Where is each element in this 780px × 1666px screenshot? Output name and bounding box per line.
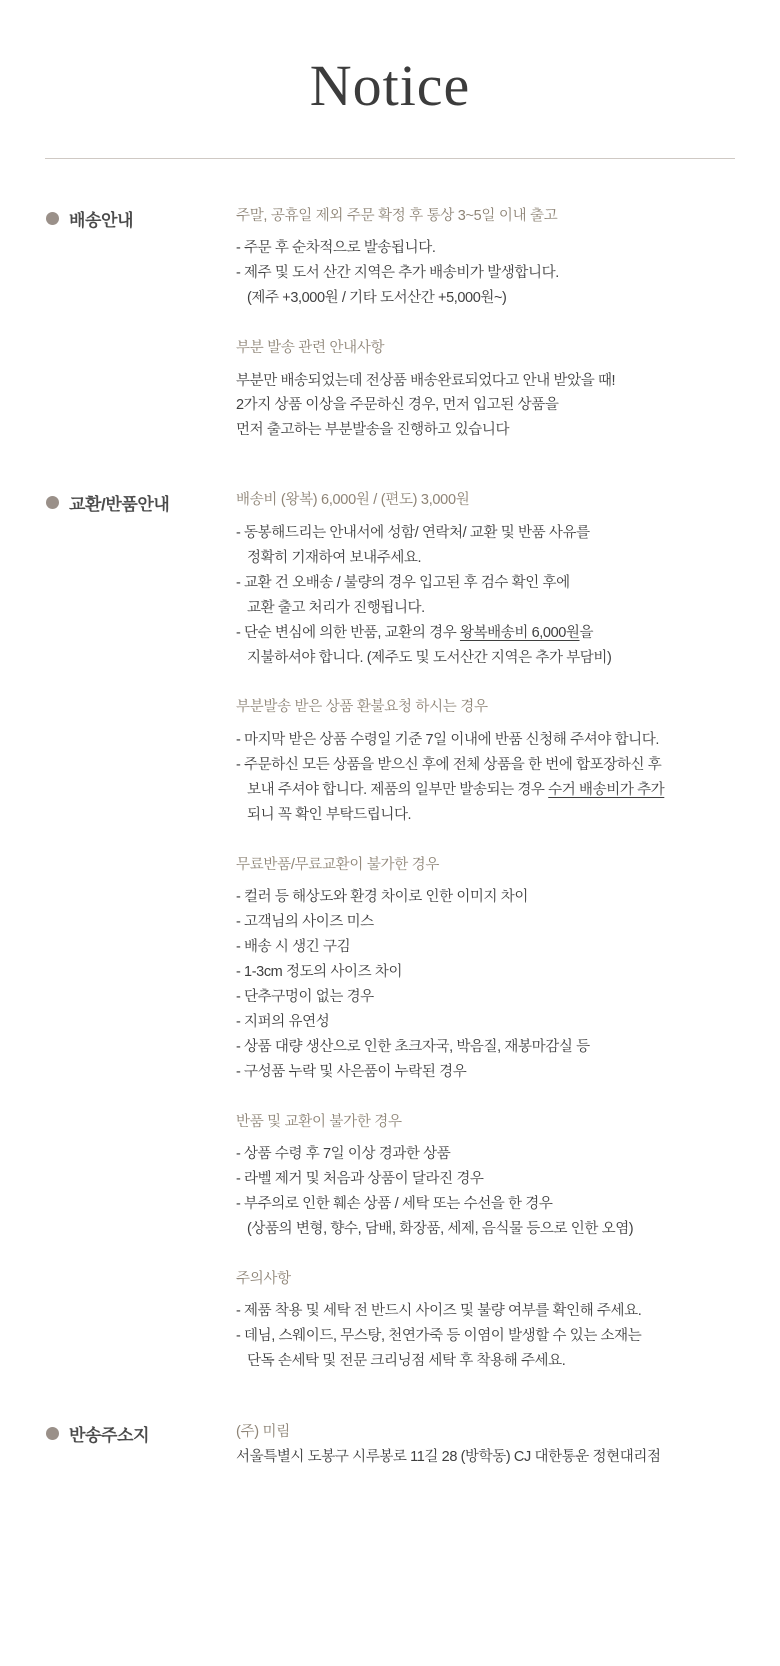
block-line: 2가지 상품 이상을 주문하신 경우, 먼저 입고된 상품을	[236, 397, 559, 414]
block-line: - 지퍼의 유연성	[236, 1013, 330, 1030]
section-title: 교환/반품안내	[69, 495, 170, 515]
notice-content	[0, 159, 780, 1530]
block-line: - 단추구멍이 없는 경우	[236, 988, 374, 1005]
block-line: - 데님, 스웨이드, 무스탕, 천연가죽 등 이염이 발생할 수 있는 소재는	[236, 1328, 642, 1345]
block-line: - 고객님의 사이즈 미스	[236, 914, 374, 931]
block-line: - 라벨 제거 및 처음과 상품이 달라진 경우	[236, 1171, 484, 1188]
block-no-free-return	[236, 854, 744, 1085]
block-no-return-exchange	[236, 1111, 744, 1242]
block-line: - 배송 시 생긴 구김	[236, 939, 351, 956]
block-shipping-fee	[236, 489, 744, 670]
section-return-address	[0, 1420, 780, 1469]
block-line: 되니 꼭 확인 부탁드립니다.	[247, 806, 412, 823]
block-line: - 부주의로 인한 훼손 상품 / 세탁 또는 수선을 한 경우	[236, 1195, 553, 1212]
bullet-dot-icon	[46, 212, 59, 225]
block-line: 지불하셔야 합니다. (제주도 및 도서산간 지역은 추가 부담비)	[247, 649, 612, 666]
block-line-underlined: 보내 주셔야 합니다. 제품의 일부만 발송되는 경우 수거 배송비가 추가	[247, 781, 665, 798]
block-line: - 주문하신 모든 상품을 받으신 후에 전체 상품을 한 번에 합포장하신 후	[236, 756, 662, 773]
block-line: 부분만 배송되었는데 전상품 배송완료되었다고 안내 받았을 때!	[236, 372, 616, 389]
block-line: (제주 +3,000원 / 기타 도서산간 +5,000원~)	[247, 290, 507, 307]
block-line: - 상품 대량 생산으로 인한 초크자국, 박음질, 재봉마감실 등	[236, 1038, 590, 1055]
block-partial-shipping	[236, 337, 744, 443]
section-exchange-return	[0, 489, 780, 1374]
block-line: 먼저 출고하는 부분발송을 진행하고 있습니다	[236, 422, 510, 439]
block-line: - 마지막 받은 상품 수령일 기준 7일 이내에 반품 신청해 주셔야 합니다.	[236, 731, 660, 748]
section-heading	[46, 1420, 236, 1446]
bullet-dot-icon	[46, 496, 59, 509]
page-title: Notice	[309, 53, 471, 118]
block-line: - 상품 수령 후 7일 이상 경과한 상품	[236, 1146, 451, 1163]
block-line: (상품의 변형, 향수, 담배, 화장품, 세제, 음식물 등으로 인한 오염)	[247, 1220, 634, 1237]
block-shipping-schedule	[236, 205, 744, 311]
section-heading	[46, 489, 236, 515]
section-heading	[46, 205, 236, 231]
block-line: - 주문 후 순차적으로 발송됩니다.	[236, 240, 436, 257]
bullet-dot-icon	[46, 1427, 59, 1440]
section-body	[236, 489, 780, 1374]
block-partial-refund	[236, 696, 744, 827]
block-line-underlined: - 단순 변심에 의한 반품, 교환의 경우 왕복배송비 6,000원을	[236, 624, 594, 641]
emphasis-underline: 수거 배송비가 추가	[548, 781, 665, 798]
emphasis-underline: 왕복배송비 6,000원	[459, 624, 580, 641]
block-line: - 1-3cm 정도의 사이즈 차이	[236, 963, 403, 980]
block-line: - 컬러 등 해상도와 환경 차이로 인한 이미지 차이	[236, 889, 528, 906]
block-line: 교환 출고 처리가 진행됩니다.	[247, 599, 425, 616]
block-line: - 제품 착용 및 세탁 전 반드시 사이즈 및 불량 여부를 확인해 주세요.	[236, 1303, 642, 1320]
section-title: 반송주소지	[69, 1426, 150, 1446]
block-line: - 구성품 누락 및 사은품이 누락된 경우	[236, 1063, 467, 1080]
block-heading: 주말, 공휴일 제외 주문 확정 후 통상 3~5일 이내 출고	[236, 207, 558, 224]
block-heading: 배송비 (왕복) 6,000원 / (편도) 3,000원	[236, 492, 470, 509]
block-line: 단독 손세탁 및 전문 크리닝점 세탁 후 착용해 주세요.	[247, 1353, 566, 1370]
address-line: 서울특별시 도봉구 시루봉로 11길 28 (방학동) CJ 대한통운 정현대리점	[236, 1448, 661, 1465]
section-body	[236, 205, 780, 444]
block-heading: 반품 및 교환이 불가한 경우	[236, 1113, 402, 1130]
block-line: - 제주 및 도서 산간 지역은 추가 배송비가 발생합니다.	[236, 265, 559, 282]
block-line: - 교환 건 오배송 / 불량의 경우 입고된 후 검수 확인 후에	[236, 574, 570, 591]
block-line: 정확히 기재하여 보내주세요.	[247, 549, 422, 566]
section-title: 배송안내	[69, 210, 134, 230]
block-heading: 부분 발송 관련 안내사항	[236, 340, 385, 357]
section-body	[236, 1420, 780, 1469]
block-heading: 무료반품/무료교환이 불가한 경우	[236, 856, 440, 873]
block-line: - 동봉해드리는 안내서에 성함/ 연락처/ 교환 및 반품 사유를	[236, 524, 590, 541]
company-name: (주) 미림	[236, 1424, 290, 1441]
block-cautions	[236, 1268, 744, 1374]
section-shipping	[0, 205, 780, 444]
block-heading: 주의사항	[236, 1270, 291, 1287]
block-heading: 부분발송 받은 상품 환불요청 하시는 경우	[236, 699, 488, 716]
